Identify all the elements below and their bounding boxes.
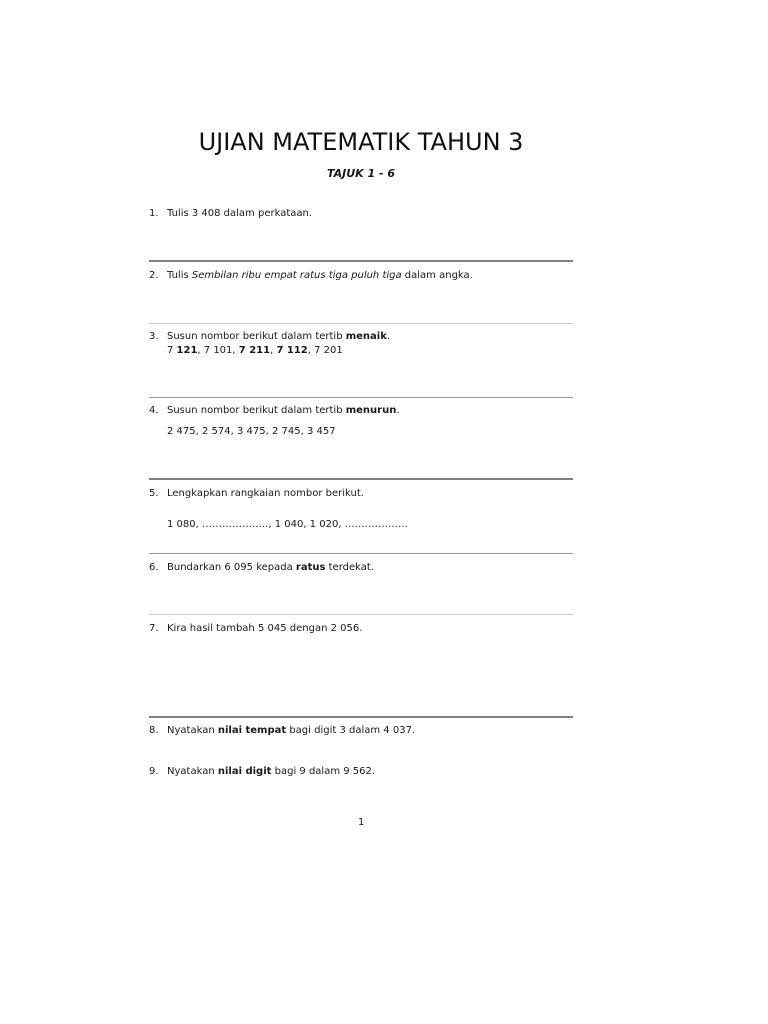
question-number: 3. <box>149 331 159 342</box>
question-text: dalam angka. <box>401 270 473 281</box>
question-keyword: nilai tempat <box>217 725 287 736</box>
question-1 <box>149 207 312 221</box>
question-keyword: ratus <box>295 562 326 573</box>
answer-line <box>149 260 573 262</box>
question-keyword: menaik <box>345 331 387 342</box>
question-5 <box>149 487 364 501</box>
question-number: 6. <box>149 562 159 573</box>
question-number: 7. <box>149 623 159 634</box>
question-number: 2. <box>149 270 159 281</box>
page-title: UJIAN MATEMATIK TAHUN 3 <box>198 128 524 156</box>
question-6 <box>149 561 374 575</box>
question-text: Bundarkan 6 095 kepada <box>167 562 296 573</box>
answer-line <box>149 478 573 480</box>
number-sequence: 1 080, ……………….., 1 040, 1 020, ………………. <box>167 519 408 530</box>
question-text: bagi 9 dalam 9 562. <box>271 766 376 777</box>
question-keyword: nilai digit <box>217 766 272 777</box>
question-text: Nyatakan <box>167 725 218 736</box>
question-3 <box>149 330 390 344</box>
question-text: bagi digit 3 dalam 4 037. <box>286 725 416 736</box>
answer-line <box>149 323 573 324</box>
question-text: Lengkapkan rangkaian nombor berikut. <box>167 488 364 499</box>
number-list: 2 475, 2 574, 3 475, 2 745, 3 457 <box>167 426 336 437</box>
question-text: Kira hasil tambah 5 045 dengan 2 056. <box>167 623 363 634</box>
question-text: . <box>396 405 400 416</box>
page-number: 1 <box>358 817 365 828</box>
question-text: terdekat. <box>325 562 374 573</box>
page-subtitle: TAJUK 1 - 6 <box>326 167 396 180</box>
number-list-bold: 7 112 <box>276 345 308 356</box>
question-number: 1. <box>149 208 159 219</box>
question-text: Nyatakan <box>167 766 218 777</box>
number-list-text: , 7 201 <box>307 345 343 356</box>
question-text: Tulis <box>167 270 192 281</box>
number-list-bold: 121 <box>176 345 198 356</box>
number-list-bold: 7 211 <box>238 345 271 356</box>
number-list-text: , <box>270 345 277 356</box>
answer-line <box>149 553 573 554</box>
question-number: 9. <box>149 766 159 777</box>
question-number: 8. <box>149 725 159 736</box>
question-text: . <box>386 331 391 342</box>
number-list-text: , 7 101, <box>197 345 239 356</box>
question-text-italic: Sembilan ribu empat ratus tiga puluh tiga <box>191 270 402 281</box>
question-text: Tulis 3 408 dalam perkataan. <box>167 208 313 219</box>
number-list <box>167 345 343 356</box>
answer-line <box>149 614 573 615</box>
question-keyword: menurun <box>345 405 397 416</box>
answer-line <box>149 716 573 718</box>
number-list-text: 7 <box>167 345 177 356</box>
question-text: Susun nombor berikut dalam tertib <box>167 331 346 342</box>
question-8 <box>149 724 415 738</box>
question-number: 5. <box>149 488 159 499</box>
question-2 <box>149 269 473 283</box>
question-number: 4. <box>149 405 159 416</box>
answer-line <box>149 397 573 398</box>
question-text: Susun nombor berikut dalam tertib <box>167 405 346 416</box>
question-9 <box>149 765 375 779</box>
question-7 <box>149 622 362 636</box>
question-4 <box>149 404 400 418</box>
